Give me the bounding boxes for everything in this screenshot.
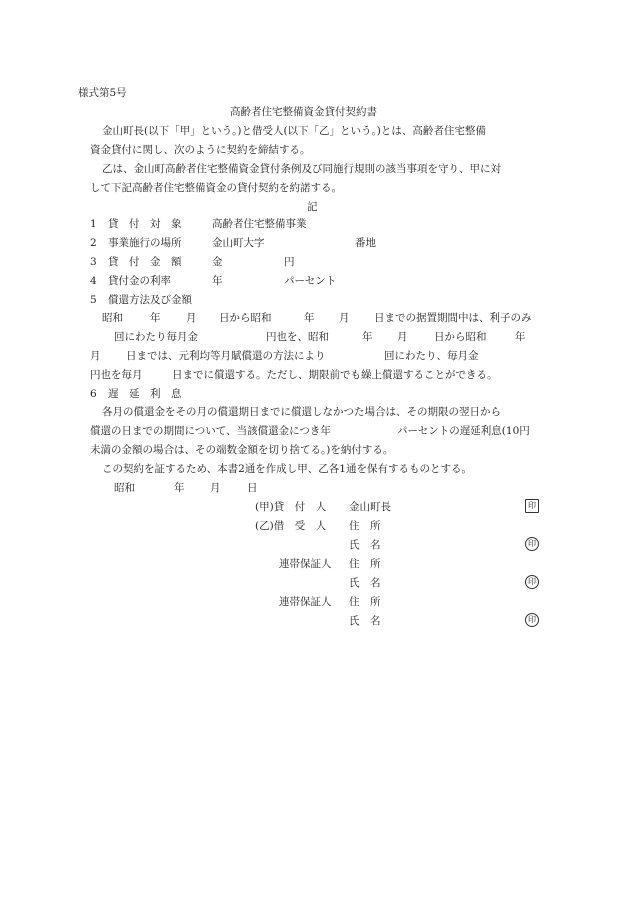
seal-square-icon: 印 (525, 499, 539, 513)
seal-circle-icon: 印 (525, 613, 539, 627)
repayment-text: 回にわたり、毎月金 (384, 350, 479, 362)
preamble-line-3: 乙は、金山町高齢者住宅整備資金貸付条例及び同施行規則の該当事項を守り、甲に対 (102, 163, 501, 175)
borrower-role: (乙)借 受 人 (255, 520, 327, 532)
date-day: 日 (247, 482, 258, 494)
repayment-text: 日から昭和 (219, 312, 272, 324)
preamble-line-4: して下記高齢者住宅整備資金の貸付契約を約諾する。 (90, 182, 342, 194)
late-interest-line-2b: パーセントの遅延利息(10円 (397, 425, 530, 437)
repayment-text: 回にわたり毎月金 (114, 331, 198, 343)
item-2-value: 金山町大字 (212, 237, 265, 249)
item-4-suffix: パーセント (284, 275, 337, 287)
repayment-text: 円也を毎月 (90, 369, 143, 381)
item-1-label: 貸 付 対 象 (108, 218, 182, 230)
date-era: 昭和 (114, 482, 135, 494)
item-4-num: 4 (90, 275, 97, 287)
item-4-label: 貸付金の利率 (108, 275, 171, 287)
closing-sentence: この契約を証するため、本書2通を作成し甲、乙各1通を保有するものとする。 (102, 463, 472, 475)
late-interest-line-2a: 償還の日までの期間について、当該償還金につき年 (90, 425, 331, 437)
item-2-num: 2 (90, 237, 97, 249)
repayment-text: 年 (304, 312, 315, 324)
item-3-label: 貸 付 金 額 (108, 256, 182, 268)
item-2-suffix: 番地 (355, 237, 376, 249)
seal-circle-icon: 印 (525, 575, 539, 589)
item-1-value: 高齢者住宅整備事業 (212, 218, 307, 230)
date-year: 年 (174, 482, 185, 494)
date-month: 月 (210, 482, 221, 494)
form-number: 様式第5号 (78, 87, 127, 99)
ki-heading: 記 (307, 201, 318, 213)
repayment-text: 年 (150, 312, 161, 324)
repayment-text: 日までに償還する。ただし、期限前でも繰上償還することができる。 (172, 369, 498, 381)
repayment-text: 月 (186, 312, 197, 324)
item-3-num: 3 (90, 256, 97, 268)
lender-name: 金山町長 (349, 501, 391, 513)
preamble-line-2: 資金貸付に関し、次のように契約を締結する。 (90, 144, 311, 156)
repayment-text: 日までの据置期間中は、利子のみ (374, 312, 532, 324)
item-1-num: 1 (90, 218, 97, 230)
item-6-num: 6 (90, 388, 97, 400)
late-interest-line-1: 各月の償還金をその月の償還期日までに償還しなかつた場合は、その期限の翌日から (102, 406, 501, 418)
item-5-num: 5 (90, 294, 97, 306)
item-3-value: 金 (212, 256, 223, 268)
repayment-text: 月 (90, 350, 101, 362)
item-6-label: 遅 延 利 息 (108, 388, 182, 400)
borrower-name-label: 氏 名 (349, 539, 381, 551)
item-2-label: 事業施行の場所 (108, 237, 182, 249)
guarantor-1-role: 連帯保証人 (279, 558, 332, 570)
preamble-line-1: 金山町長(以下「甲」という。)と借受人(以下「乙」という。)とは、高齢者住宅整備 (102, 125, 486, 137)
guarantor-1-name-label: 氏 名 (349, 577, 381, 589)
repayment-text: 月 (339, 312, 350, 324)
repayment-text: 年 (515, 331, 526, 343)
late-interest-line-3: 未満の金額の場合は、その端数金額を切り捨てる。)を納付する。 (90, 444, 394, 456)
repayment-text: 昭和 (102, 312, 123, 324)
guarantor-2-name-label: 氏 名 (349, 615, 381, 627)
repayment-text: 日から昭和 (434, 331, 487, 343)
repayment-text: 年 (362, 331, 373, 343)
repayment-text: 日までは、元利均等月賦償還の方法により (126, 350, 326, 362)
guarantor-1-address-label: 住 所 (349, 558, 381, 570)
item-5-label: 償還方法及び金額 (108, 294, 192, 306)
guarantor-2-address-label: 住 所 (349, 596, 381, 608)
repayment-text: 月 (397, 331, 408, 343)
seal-circle-icon: 印 (525, 537, 539, 551)
item-4-value: 年 (212, 275, 223, 287)
document-title: 高齢者住宅整備資金貸付契約書 (230, 106, 377, 118)
repayment-text: 円也を、昭和 (266, 331, 329, 343)
lender-role: (甲)貸 付 人 (255, 501, 327, 513)
guarantor-2-role: 連帯保証人 (279, 596, 332, 608)
borrower-address-label: 住 所 (349, 520, 381, 532)
item-3-suffix: 円 (284, 256, 295, 268)
